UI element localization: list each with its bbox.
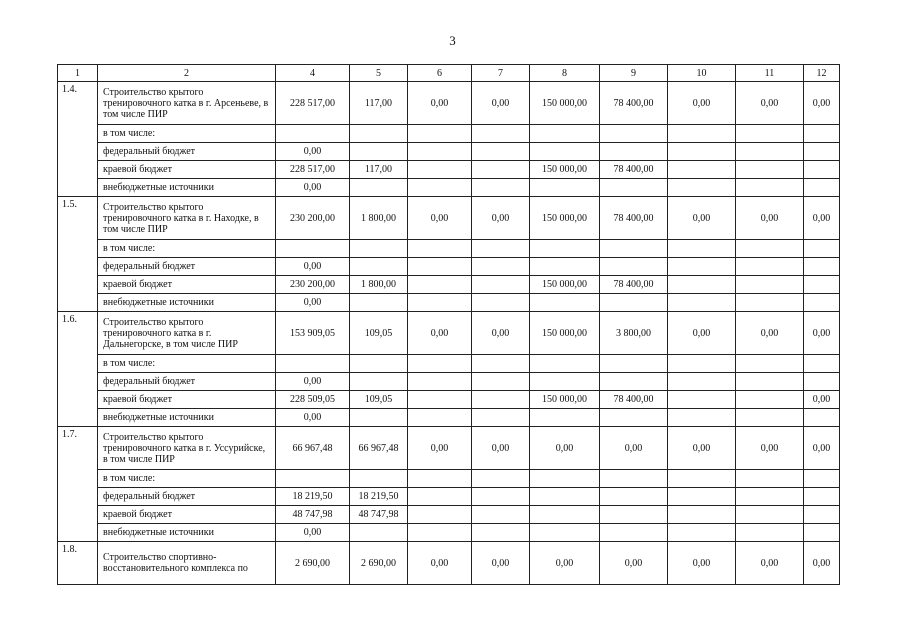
sub-row — [58, 276, 840, 294]
sub-row-value — [472, 355, 530, 373]
section-value: 109,05 — [350, 312, 408, 355]
section-value: 0,00 — [408, 427, 472, 470]
sub-row-value — [736, 125, 804, 143]
section-value: 0,00 — [472, 542, 530, 585]
section-value: 0,00 — [668, 197, 736, 240]
sub-row-value: 78 400,00 — [600, 161, 668, 179]
sub-row-value — [350, 470, 408, 488]
sub-row-value — [408, 240, 472, 258]
sub-row-value — [804, 355, 840, 373]
section-value: 0,00 — [472, 197, 530, 240]
sub-row-value — [276, 125, 350, 143]
sub-row-value — [472, 258, 530, 276]
section-value: 0,00 — [804, 542, 840, 585]
sub-row-value — [472, 524, 530, 542]
sub-row-value — [276, 355, 350, 373]
section-value: 153 909,05 — [276, 312, 350, 355]
sub-row-value — [408, 409, 472, 427]
sub-row-value — [804, 161, 840, 179]
sub-row-label: федеральный бюджет — [98, 258, 276, 276]
sub-row-value — [668, 161, 736, 179]
sub-row-value — [736, 470, 804, 488]
sub-row-value — [408, 294, 472, 312]
sub-row-value — [600, 373, 668, 391]
column-header: 7 — [472, 65, 530, 82]
sub-row-value: 0,00 — [276, 524, 350, 542]
sub-row-value — [472, 179, 530, 197]
section-value: 0,00 — [804, 197, 840, 240]
section-value: 2 690,00 — [276, 542, 350, 585]
section-value: 0,00 — [736, 197, 804, 240]
section-value: 78 400,00 — [600, 82, 668, 125]
sub-row-label: краевой бюджет — [98, 506, 276, 524]
section-number: 1.5. — [58, 197, 98, 312]
sub-row-value — [668, 294, 736, 312]
sub-row-value — [350, 524, 408, 542]
sub-row-value — [668, 506, 736, 524]
sub-row-value — [600, 488, 668, 506]
section-value: 0,00 — [736, 312, 804, 355]
sub-row — [58, 125, 840, 143]
sub-row-value: 0,00 — [276, 373, 350, 391]
sub-row-value — [530, 373, 600, 391]
sub-row-value — [350, 143, 408, 161]
section-value: 0,00 — [600, 542, 668, 585]
sub-row-label: внебюджетные источники — [98, 524, 276, 542]
sub-row-value — [530, 506, 600, 524]
sub-row-value: 150 000,00 — [530, 276, 600, 294]
sub-row-value — [668, 355, 736, 373]
column-header: 12 — [804, 65, 840, 82]
section-value: 0,00 — [408, 197, 472, 240]
sub-row-value — [600, 294, 668, 312]
section-row — [58, 542, 840, 585]
sub-row-value — [600, 125, 668, 143]
sub-row — [58, 470, 840, 488]
sub-row-value: 117,00 — [350, 161, 408, 179]
budget-table — [57, 64, 840, 585]
sub-row-value: 230 200,00 — [276, 276, 350, 294]
sub-row-value — [736, 258, 804, 276]
sub-row-value: 0,00 — [276, 179, 350, 197]
sub-row — [58, 143, 840, 161]
section-value: 150 000,00 — [530, 82, 600, 125]
sub-row-value — [408, 470, 472, 488]
sub-row-value — [804, 294, 840, 312]
sub-row-value — [530, 524, 600, 542]
sub-row-value — [600, 240, 668, 258]
sub-row-value — [804, 143, 840, 161]
section-value: 3 800,00 — [600, 312, 668, 355]
sub-row-value — [668, 125, 736, 143]
sub-row-value — [600, 179, 668, 197]
sub-row-value — [530, 470, 600, 488]
sub-row-value — [530, 125, 600, 143]
section-row — [58, 82, 840, 125]
section-value: 0,00 — [408, 542, 472, 585]
sub-row-value — [804, 470, 840, 488]
column-header: 2 — [98, 65, 276, 82]
sub-row-value — [408, 143, 472, 161]
sub-row-value — [408, 391, 472, 409]
sub-row-value — [736, 179, 804, 197]
sub-row-value — [804, 524, 840, 542]
sub-row-value — [530, 488, 600, 506]
sub-row-label: краевой бюджет — [98, 276, 276, 294]
sub-row-value — [408, 373, 472, 391]
sub-row-value: 228 517,00 — [276, 161, 350, 179]
sub-row-value: 0,00 — [804, 391, 840, 409]
sub-row-value — [350, 373, 408, 391]
section-value: 66 967,48 — [350, 427, 408, 470]
sub-row — [58, 179, 840, 197]
sub-row-value — [276, 470, 350, 488]
page-number: 3 — [449, 33, 456, 48]
sub-row-label: краевой бюджет — [98, 161, 276, 179]
section-row — [58, 427, 840, 470]
sub-row-label: федеральный бюджет — [98, 143, 276, 161]
section-number: 1.4. — [58, 82, 98, 197]
section-value: 0,00 — [472, 82, 530, 125]
sub-row-value — [804, 258, 840, 276]
sub-row-value — [530, 240, 600, 258]
sub-row — [58, 161, 840, 179]
sub-row-label: в том числе: — [98, 125, 276, 143]
sub-row-label: краевой бюджет — [98, 391, 276, 409]
sub-row-value — [472, 240, 530, 258]
sub-row-value — [804, 125, 840, 143]
sub-row-value — [736, 143, 804, 161]
sub-row-value — [408, 258, 472, 276]
sub-row-value — [408, 355, 472, 373]
column-header: 10 — [668, 65, 736, 82]
sub-row-value — [472, 373, 530, 391]
column-header: 11 — [736, 65, 804, 82]
section-value: 0,00 — [804, 427, 840, 470]
header-row — [58, 65, 840, 82]
section-value: 230 200,00 — [276, 197, 350, 240]
section-value: 0,00 — [668, 542, 736, 585]
sub-row-label: внебюджетные источники — [98, 409, 276, 427]
section-value: 0,00 — [600, 427, 668, 470]
sub-row-value — [668, 524, 736, 542]
column-header: 6 — [408, 65, 472, 82]
section-number: 1.8. — [58, 542, 98, 585]
sub-row-value — [668, 276, 736, 294]
sub-row — [58, 391, 840, 409]
section-value: 0,00 — [408, 82, 472, 125]
sub-row-value — [736, 524, 804, 542]
section-row — [58, 197, 840, 240]
section-value: 0,00 — [472, 312, 530, 355]
section-value: 66 967,48 — [276, 427, 350, 470]
sub-row-value — [736, 391, 804, 409]
sub-row-value — [408, 125, 472, 143]
sub-row-value — [804, 373, 840, 391]
sub-row-value: 48 747,98 — [350, 506, 408, 524]
sub-row-value — [736, 355, 804, 373]
sub-row-value — [408, 524, 472, 542]
sub-row — [58, 240, 840, 258]
sub-row-value — [350, 294, 408, 312]
sub-row-value — [804, 240, 840, 258]
sub-row-value — [600, 524, 668, 542]
sub-row-value — [668, 409, 736, 427]
sub-row-value — [408, 161, 472, 179]
sub-row-value — [408, 276, 472, 294]
section-value: 1 800,00 — [350, 197, 408, 240]
section-title: Строительство крытого тренировочного катка в г. Арсеньеве, в том числе ПИР — [98, 82, 276, 125]
sub-row-label: федеральный бюджет — [98, 373, 276, 391]
sub-row-value — [472, 125, 530, 143]
section-value: 0,00 — [472, 427, 530, 470]
sub-row-value — [472, 488, 530, 506]
section-value: 150 000,00 — [530, 197, 600, 240]
sub-row-value: 109,05 — [350, 391, 408, 409]
sub-row-value — [600, 258, 668, 276]
sub-row-value: 48 747,98 — [276, 506, 350, 524]
sub-row-value: 150 000,00 — [530, 391, 600, 409]
sub-row-value — [408, 179, 472, 197]
section-title: Строительство крытого тренировочного катка в г. Находке, в том числе ПИР — [98, 197, 276, 240]
sub-row — [58, 258, 840, 276]
section-value: 0,00 — [736, 82, 804, 125]
sub-row-value: 228 509,05 — [276, 391, 350, 409]
sub-row-value — [804, 506, 840, 524]
section-value: 0,00 — [736, 427, 804, 470]
sub-row-value — [350, 240, 408, 258]
section-value: 0,00 — [668, 312, 736, 355]
sub-row-value — [472, 294, 530, 312]
sub-row-value — [472, 506, 530, 524]
sub-row — [58, 524, 840, 542]
sub-row — [58, 294, 840, 312]
sub-row-value — [530, 258, 600, 276]
column-header: 4 — [276, 65, 350, 82]
sub-row-value: 18 219,50 — [276, 488, 350, 506]
column-header: 8 — [530, 65, 600, 82]
sub-row-value — [804, 409, 840, 427]
section-value: 150 000,00 — [530, 312, 600, 355]
column-header: 5 — [350, 65, 408, 82]
section-number: 1.7. — [58, 427, 98, 542]
section-value: 0,00 — [668, 427, 736, 470]
sub-row-value — [668, 179, 736, 197]
section-value: 0,00 — [668, 82, 736, 125]
sub-row-value — [530, 355, 600, 373]
section-row — [58, 312, 840, 355]
sub-row-value — [600, 409, 668, 427]
sub-row-value — [600, 470, 668, 488]
sub-row-value — [600, 143, 668, 161]
sub-row-value — [472, 409, 530, 427]
sub-row-value — [472, 161, 530, 179]
sub-row-value — [736, 373, 804, 391]
sub-row-value — [668, 488, 736, 506]
section-value: 0,00 — [408, 312, 472, 355]
column-header: 9 — [600, 65, 668, 82]
section-title: Строительство крытого тренировочного катка в г. Уссурийске, в том числе ПИР — [98, 427, 276, 470]
sub-row-value — [350, 125, 408, 143]
section-value: 228 517,00 — [276, 82, 350, 125]
sub-row-value — [668, 470, 736, 488]
sub-row-value — [736, 294, 804, 312]
sub-row-value — [736, 276, 804, 294]
sub-row-value — [668, 240, 736, 258]
sub-row-value — [600, 355, 668, 373]
sub-row-value — [408, 488, 472, 506]
sub-row — [58, 506, 840, 524]
sub-row-value: 18 219,50 — [350, 488, 408, 506]
sub-row-value: 0,00 — [276, 258, 350, 276]
sub-row-value — [736, 506, 804, 524]
sub-row — [58, 409, 840, 427]
sub-row-value — [530, 143, 600, 161]
sub-row-value: 1 800,00 — [350, 276, 408, 294]
sub-row-label: в том числе: — [98, 240, 276, 258]
section-value: 0,00 — [804, 82, 840, 125]
sub-row-value — [530, 409, 600, 427]
sub-row-value — [276, 240, 350, 258]
section-title: Строительство крытого тренировочного катка в г. Дальнегорске, в том числе ПИР — [98, 312, 276, 355]
sub-row-value — [668, 391, 736, 409]
sub-row-value — [804, 179, 840, 197]
sub-row-value — [530, 294, 600, 312]
sub-row-value — [472, 470, 530, 488]
sub-row-value — [530, 179, 600, 197]
sub-row — [58, 355, 840, 373]
sub-row-value: 78 400,00 — [600, 276, 668, 294]
sub-row-value — [736, 409, 804, 427]
sub-row-value — [736, 240, 804, 258]
sub-row-value: 0,00 — [276, 294, 350, 312]
sub-row-value — [736, 488, 804, 506]
sub-row-value — [350, 355, 408, 373]
sub-row-value — [472, 143, 530, 161]
section-value: 117,00 — [350, 82, 408, 125]
sub-row-value — [408, 506, 472, 524]
section-value: 0,00 — [736, 542, 804, 585]
sub-row-label: в том числе: — [98, 470, 276, 488]
sub-row-label: в том числе: — [98, 355, 276, 373]
sub-row-value — [472, 391, 530, 409]
sub-row-value — [350, 258, 408, 276]
section-value: 78 400,00 — [600, 197, 668, 240]
sub-row-value — [472, 276, 530, 294]
sub-row-value — [736, 161, 804, 179]
sub-row-value — [600, 506, 668, 524]
sub-row-label: федеральный бюджет — [98, 488, 276, 506]
sub-row-value — [350, 179, 408, 197]
sub-row-value: 0,00 — [276, 143, 350, 161]
sub-row-value: 150 000,00 — [530, 161, 600, 179]
sub-row-value — [350, 409, 408, 427]
sub-row-value — [804, 488, 840, 506]
sub-row-value: 78 400,00 — [600, 391, 668, 409]
sub-row-value — [668, 258, 736, 276]
sub-row-label: внебюджетные источники — [98, 179, 276, 197]
section-value: 0,00 — [804, 312, 840, 355]
sub-row — [58, 488, 840, 506]
section-title: Строительство спортивно-восстановительного комплекса по — [98, 542, 276, 585]
section-value: 0,00 — [530, 427, 600, 470]
column-header: 1 — [58, 65, 98, 82]
section-number: 1.6. — [58, 312, 98, 427]
section-value: 0,00 — [530, 542, 600, 585]
sub-row-label: внебюджетные источники — [98, 294, 276, 312]
sub-row — [58, 373, 840, 391]
sub-row-value — [668, 373, 736, 391]
section-value: 2 690,00 — [350, 542, 408, 585]
sub-row-value — [668, 143, 736, 161]
sub-row-value: 0,00 — [276, 409, 350, 427]
sub-row-value — [804, 276, 840, 294]
